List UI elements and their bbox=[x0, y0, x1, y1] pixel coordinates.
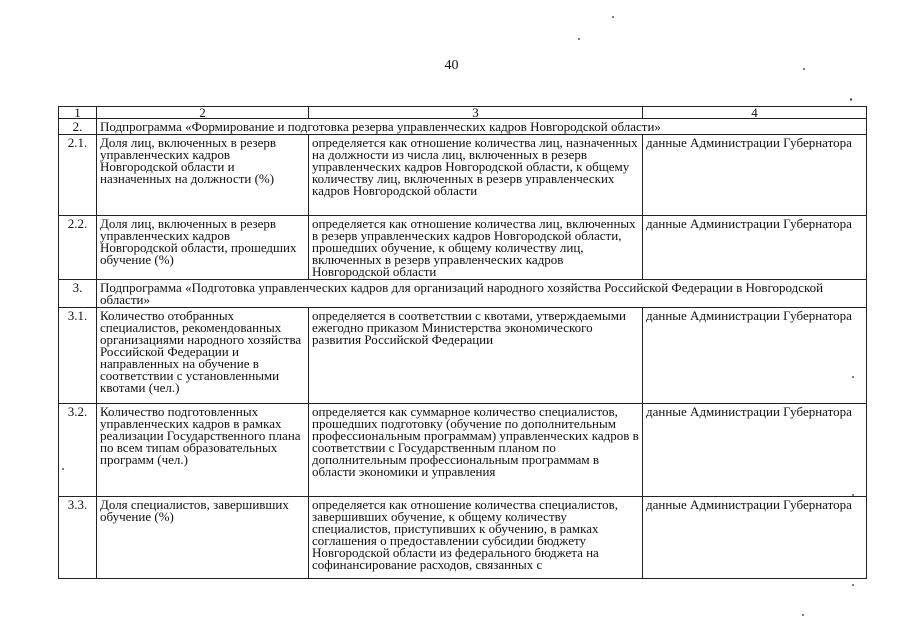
source-cell: данные Администрации Губернатора bbox=[643, 216, 867, 280]
source-cell: данные Администрации Губернатора bbox=[643, 404, 867, 497]
subprogram-title: Подпрограмма «Подготовка управленческих кадров для организаций народного хозяйства Российской Федерации в Новгородской области» bbox=[97, 280, 867, 308]
section-row-3 bbox=[59, 280, 867, 308]
source-cell: данные Администрации Губернатора bbox=[643, 135, 867, 216]
table-row bbox=[59, 308, 867, 404]
row-number: 3.2. bbox=[59, 404, 97, 497]
header-cell-2: 2 bbox=[97, 107, 309, 119]
method-cell: определяется как отношение количества лиц, включенных в резерв управленческих кадров Новгородской области, прошедших обучение, к общему количеству лиц, включенных в резерв управленческих кадров Новгородской области bbox=[309, 216, 643, 280]
scan-speck bbox=[803, 68, 805, 70]
scan-speck bbox=[802, 614, 804, 616]
indicator-cell: Количество подготовленных управленческих кадров в рамках реализации Государственного плана по всем типам образовательных программ (чел.) bbox=[97, 404, 309, 497]
indicator-cell: Количество отобранных специалистов, рекомендованных организациями народного хозяйства Российской Федерации и направленных на обучение в соответствии с установленными квотами (чел.) bbox=[97, 308, 309, 404]
scan-speck bbox=[852, 376, 854, 378]
scan-speck bbox=[852, 584, 854, 586]
scan-speck bbox=[850, 98, 852, 101]
indicators-table bbox=[58, 106, 867, 579]
section-row-2 bbox=[59, 119, 867, 135]
source-cell: данные Администрации Губернатора bbox=[643, 308, 867, 404]
row-number: 2.2. bbox=[59, 216, 97, 280]
row-number: 3.3. bbox=[59, 497, 97, 579]
subprogram-title: Подпрограмма «Формирование и подготовка резерва управленческих кадров Новгородской области» bbox=[97, 119, 867, 135]
method-cell: определяется как отношение количества лиц, назначенных на должности из числа лиц, включенных в резерв управленческих кадров Новгородской области, к общему количеству лиц, включенных в резерв управленческих кадров Новгородской области bbox=[309, 135, 643, 216]
method-cell: определяется как суммарное количество специалистов, прошедших подготовку (обучение по дополнительным профессиональным программам) управленческих кадров в соответствии с Государственным планом по дополнительным профессиональным программам в области экономики и управления bbox=[309, 404, 643, 497]
scan-speck bbox=[612, 16, 614, 18]
page-number: 40 bbox=[444, 58, 459, 73]
method-cell: определяется в соответствии с квотами, утверждаемыми ежегодно приказом Министерства экономического развития Российской Федерации bbox=[309, 308, 643, 404]
scan-speck bbox=[852, 494, 854, 496]
method-cell: определяется как отношение количества специалистов, завершивших обучение, к общему количеству специалистов, приступивших к обучению, в рамках соглашения о предоставлении субсидии бюджету Новгородской области из федерального бюджета на софинансирование расходов, связанных с bbox=[309, 497, 643, 579]
table-row bbox=[59, 216, 867, 280]
row-number: 3.1. bbox=[59, 308, 97, 404]
row-number: 3. bbox=[59, 280, 97, 308]
row-number: 2.1. bbox=[59, 135, 97, 216]
indicator-cell: Доля лиц, включенных в резерв управленческих кадров Новгородской области, прошедших обучение (%) bbox=[97, 216, 309, 280]
scan-speck bbox=[578, 38, 580, 40]
table-row bbox=[59, 497, 867, 579]
header-cell-1: 1 bbox=[59, 107, 97, 119]
scan-speck bbox=[62, 468, 64, 470]
table-row bbox=[59, 135, 867, 216]
header-cell-4: 4 bbox=[643, 107, 867, 119]
table-row bbox=[59, 404, 867, 497]
indicator-cell: Доля лиц, включенных в резерв управленческих кадров Новгородской области и назначенных на должности (%) bbox=[97, 135, 309, 216]
row-number: 2. bbox=[59, 119, 97, 135]
source-cell: данные Администрации Губернатора bbox=[643, 497, 867, 579]
table-header-row bbox=[59, 107, 867, 119]
indicator-cell: Доля специалистов, завершивших обучение (%) bbox=[97, 497, 309, 579]
header-cell-3: 3 bbox=[309, 107, 643, 119]
